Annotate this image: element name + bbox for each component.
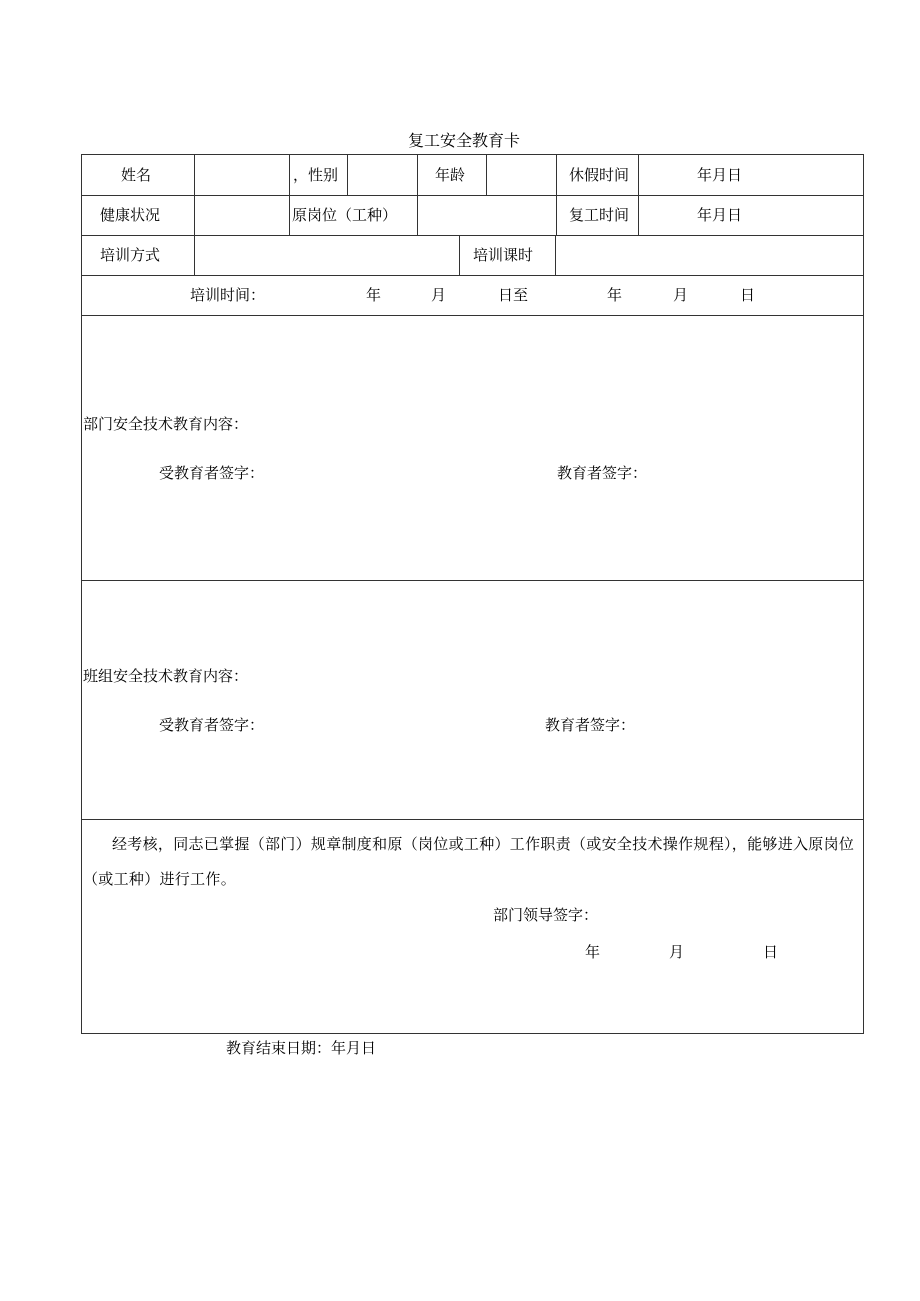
assessment-month: 月 bbox=[669, 943, 685, 961]
dept-trainer-signature-label: 教育者签字： bbox=[557, 464, 648, 482]
leave-time-label: 休假时间 bbox=[569, 166, 630, 184]
dept-education-content-label: 部门安全技术教育内容： bbox=[83, 415, 249, 433]
training-end-month: 月 bbox=[673, 286, 689, 304]
assessment-day: 日 bbox=[763, 943, 779, 961]
training-method-label: 培训方式 bbox=[100, 246, 161, 264]
original-post-label: 原岗位（工种） bbox=[292, 206, 398, 224]
leave-time-value: 年月日 bbox=[697, 166, 743, 184]
training-start-year: 年 bbox=[366, 286, 382, 304]
assessment-statement: 经考核，同志已掌握（部门）规章制度和原（岗位或工种）工作职责（或安全技术操作规程），能够进入原岗位（或工种）进行工作。 bbox=[83, 835, 855, 888]
education-card-table bbox=[81, 154, 864, 1034]
return-time-value: 年月日 bbox=[697, 206, 743, 224]
training-hours-label: 培训课时 bbox=[473, 246, 534, 264]
health-label: 健康状况 bbox=[100, 206, 161, 224]
dept-leader-signature-label: 部门领导签字： bbox=[493, 906, 599, 924]
training-start-day-to: 日至 bbox=[498, 286, 529, 304]
team-education-content-label: 班组安全技术教育内容： bbox=[83, 667, 249, 685]
team-trainer-signature-label: 教育者签字： bbox=[545, 716, 636, 734]
training-end-day: 日 bbox=[740, 286, 756, 304]
training-start-month: 月 bbox=[431, 286, 447, 304]
gender-label: ，性别 bbox=[293, 166, 339, 184]
training-end-year: 年 bbox=[607, 286, 623, 304]
education-end-date-label: 教育结束日期：年月日 bbox=[226, 1039, 377, 1057]
assessment-year: 年 bbox=[585, 943, 601, 961]
return-time-label: 复工时间 bbox=[569, 206, 630, 224]
name-label: 姓名 bbox=[121, 166, 152, 184]
age-label: 年龄 bbox=[435, 166, 466, 184]
document-title: 复工安全教育卡 bbox=[408, 131, 521, 150]
dept-trainee-signature-label: 受教育者签字： bbox=[159, 464, 265, 482]
training-time-label: 培训时间： bbox=[190, 286, 266, 304]
team-trainee-signature-label: 受教育者签字： bbox=[159, 716, 265, 734]
